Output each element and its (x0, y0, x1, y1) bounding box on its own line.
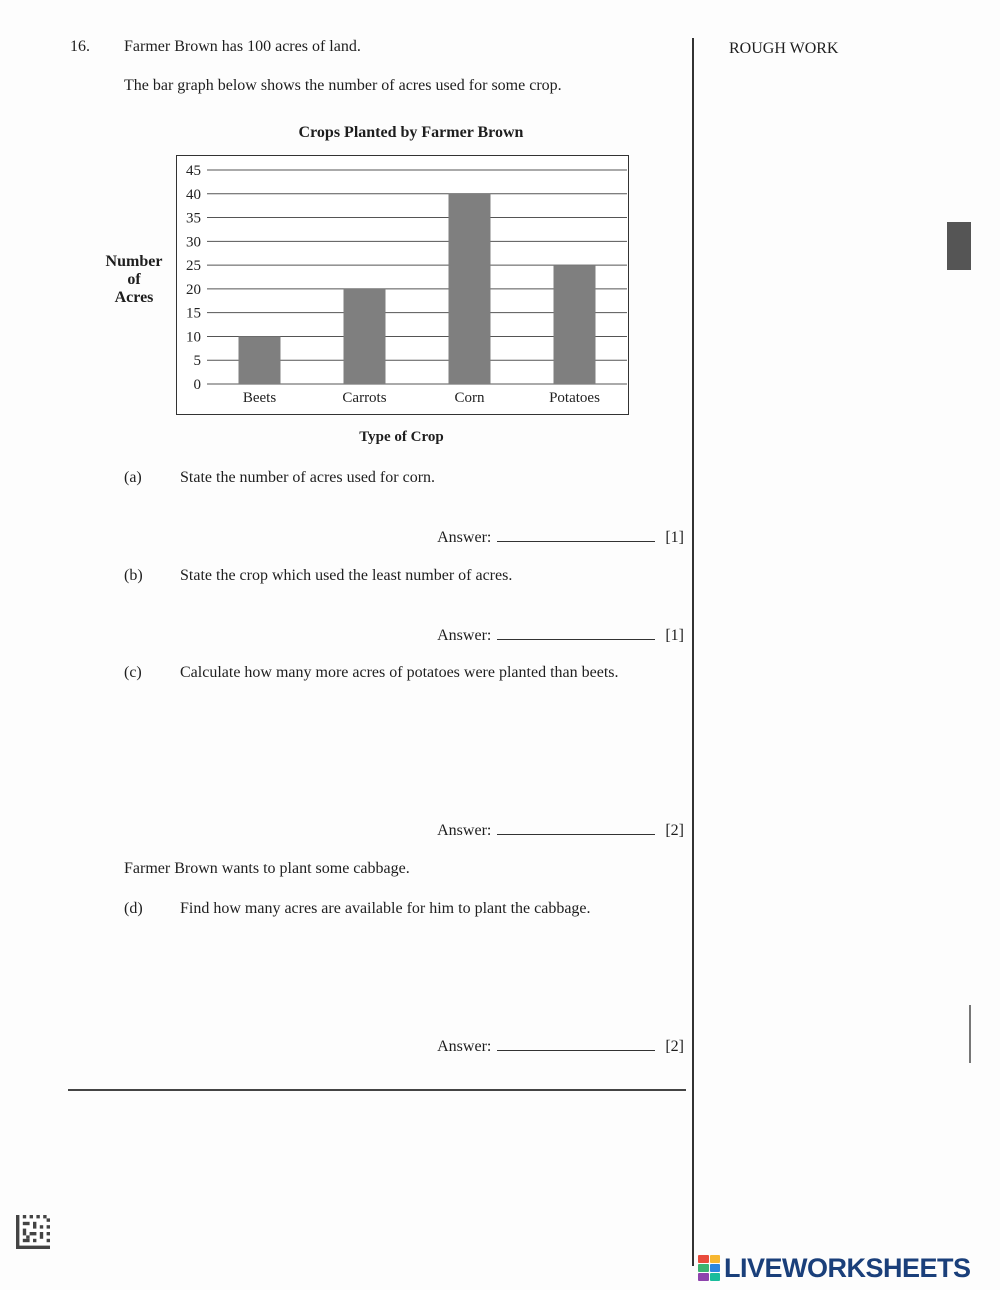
y-tick-label: 45 (186, 163, 201, 179)
horizontal-divider (68, 1089, 686, 1091)
liveworksheets-logo (698, 1252, 992, 1284)
y-tick-label: 35 (186, 210, 201, 227)
part-b-answer-row (437, 624, 684, 646)
y-axis-label-line: Number (105, 253, 163, 270)
part-b-text: State the crop which used the least number of acres. (180, 567, 513, 584)
question-intro: Farmer Brown has 100 acres of land. (124, 38, 361, 55)
marks: [1] (665, 529, 684, 546)
part-c-text: Calculate how many more acres of potatoes were planted than beets. (180, 664, 619, 681)
part-d-answer-row (437, 1035, 684, 1057)
part-a-answer-field[interactable] (497, 526, 655, 542)
scan-edge-line (969, 1005, 971, 1063)
marks: [2] (665, 1038, 684, 1055)
y-tick-label: 0 (193, 377, 201, 393)
marks: [2] (665, 822, 684, 839)
y-tick-label: 5 (193, 353, 201, 370)
x-tick-label: Corn (454, 390, 485, 406)
answer-label: Answer: (437, 822, 492, 839)
y-axis-label-line: Acres (114, 289, 154, 306)
part-a-label: (a) (124, 469, 142, 486)
chart-title: Crops Planted by Farmer Brown (298, 124, 524, 141)
liveworksheets-grid-icon (698, 1255, 720, 1281)
liveworksheets-brand: LIVEWORKSHEETS (724, 1253, 971, 1283)
question-description: The bar graph below shows the number of acres used for some crop. (124, 77, 562, 94)
y-tick-label: 40 (186, 186, 201, 203)
answer-label: Answer: (437, 529, 492, 546)
bar (344, 289, 386, 384)
part-d-label: (d) (124, 900, 143, 917)
vertical-divider (692, 38, 694, 1266)
part-d-answer-field[interactable] (497, 1035, 655, 1051)
bar-chart (177, 156, 628, 414)
part-a-answer-row (437, 526, 684, 548)
bar (554, 265, 596, 384)
part-c-answer-field[interactable] (497, 819, 655, 835)
bar-chart-frame (176, 155, 629, 415)
marks: [1] (665, 627, 684, 644)
x-tick-label: Carrots (342, 390, 387, 406)
datamatrix-code-icon (16, 1215, 50, 1249)
y-tick-label: 25 (186, 258, 201, 275)
y-tick-label: 30 (186, 234, 201, 251)
part-a-text: State the number of acres used for corn. (180, 469, 436, 486)
y-axis-label (96, 253, 172, 307)
y-tick-label: 20 (186, 281, 201, 298)
part-d-text: Find how many acres are available for him to plant the cabbage. (180, 900, 591, 917)
bar (449, 194, 491, 384)
y-axis-label-line: of (127, 271, 141, 288)
cabbage-intro: Farmer Brown wants to plant some cabbage. (124, 860, 410, 877)
answer-label: Answer: (437, 1038, 492, 1055)
scan-edge-mark (947, 222, 971, 270)
part-c-answer-row (437, 819, 684, 841)
question-number: 16. (70, 38, 90, 55)
x-tick-label: Beets (242, 390, 277, 406)
part-b-answer-field[interactable] (497, 624, 655, 640)
x-axis-label: Type of Crop (359, 429, 444, 445)
y-tick-label: 10 (186, 329, 201, 346)
part-b-label: (b) (124, 567, 143, 584)
rough-work-label: ROUGH WORK (729, 40, 839, 57)
bar (239, 336, 281, 384)
x-tick-label: Potatoes (549, 390, 600, 406)
answer-label: Answer: (437, 627, 492, 644)
y-tick-label: 15 (186, 305, 201, 322)
part-c-label: (c) (124, 664, 142, 681)
